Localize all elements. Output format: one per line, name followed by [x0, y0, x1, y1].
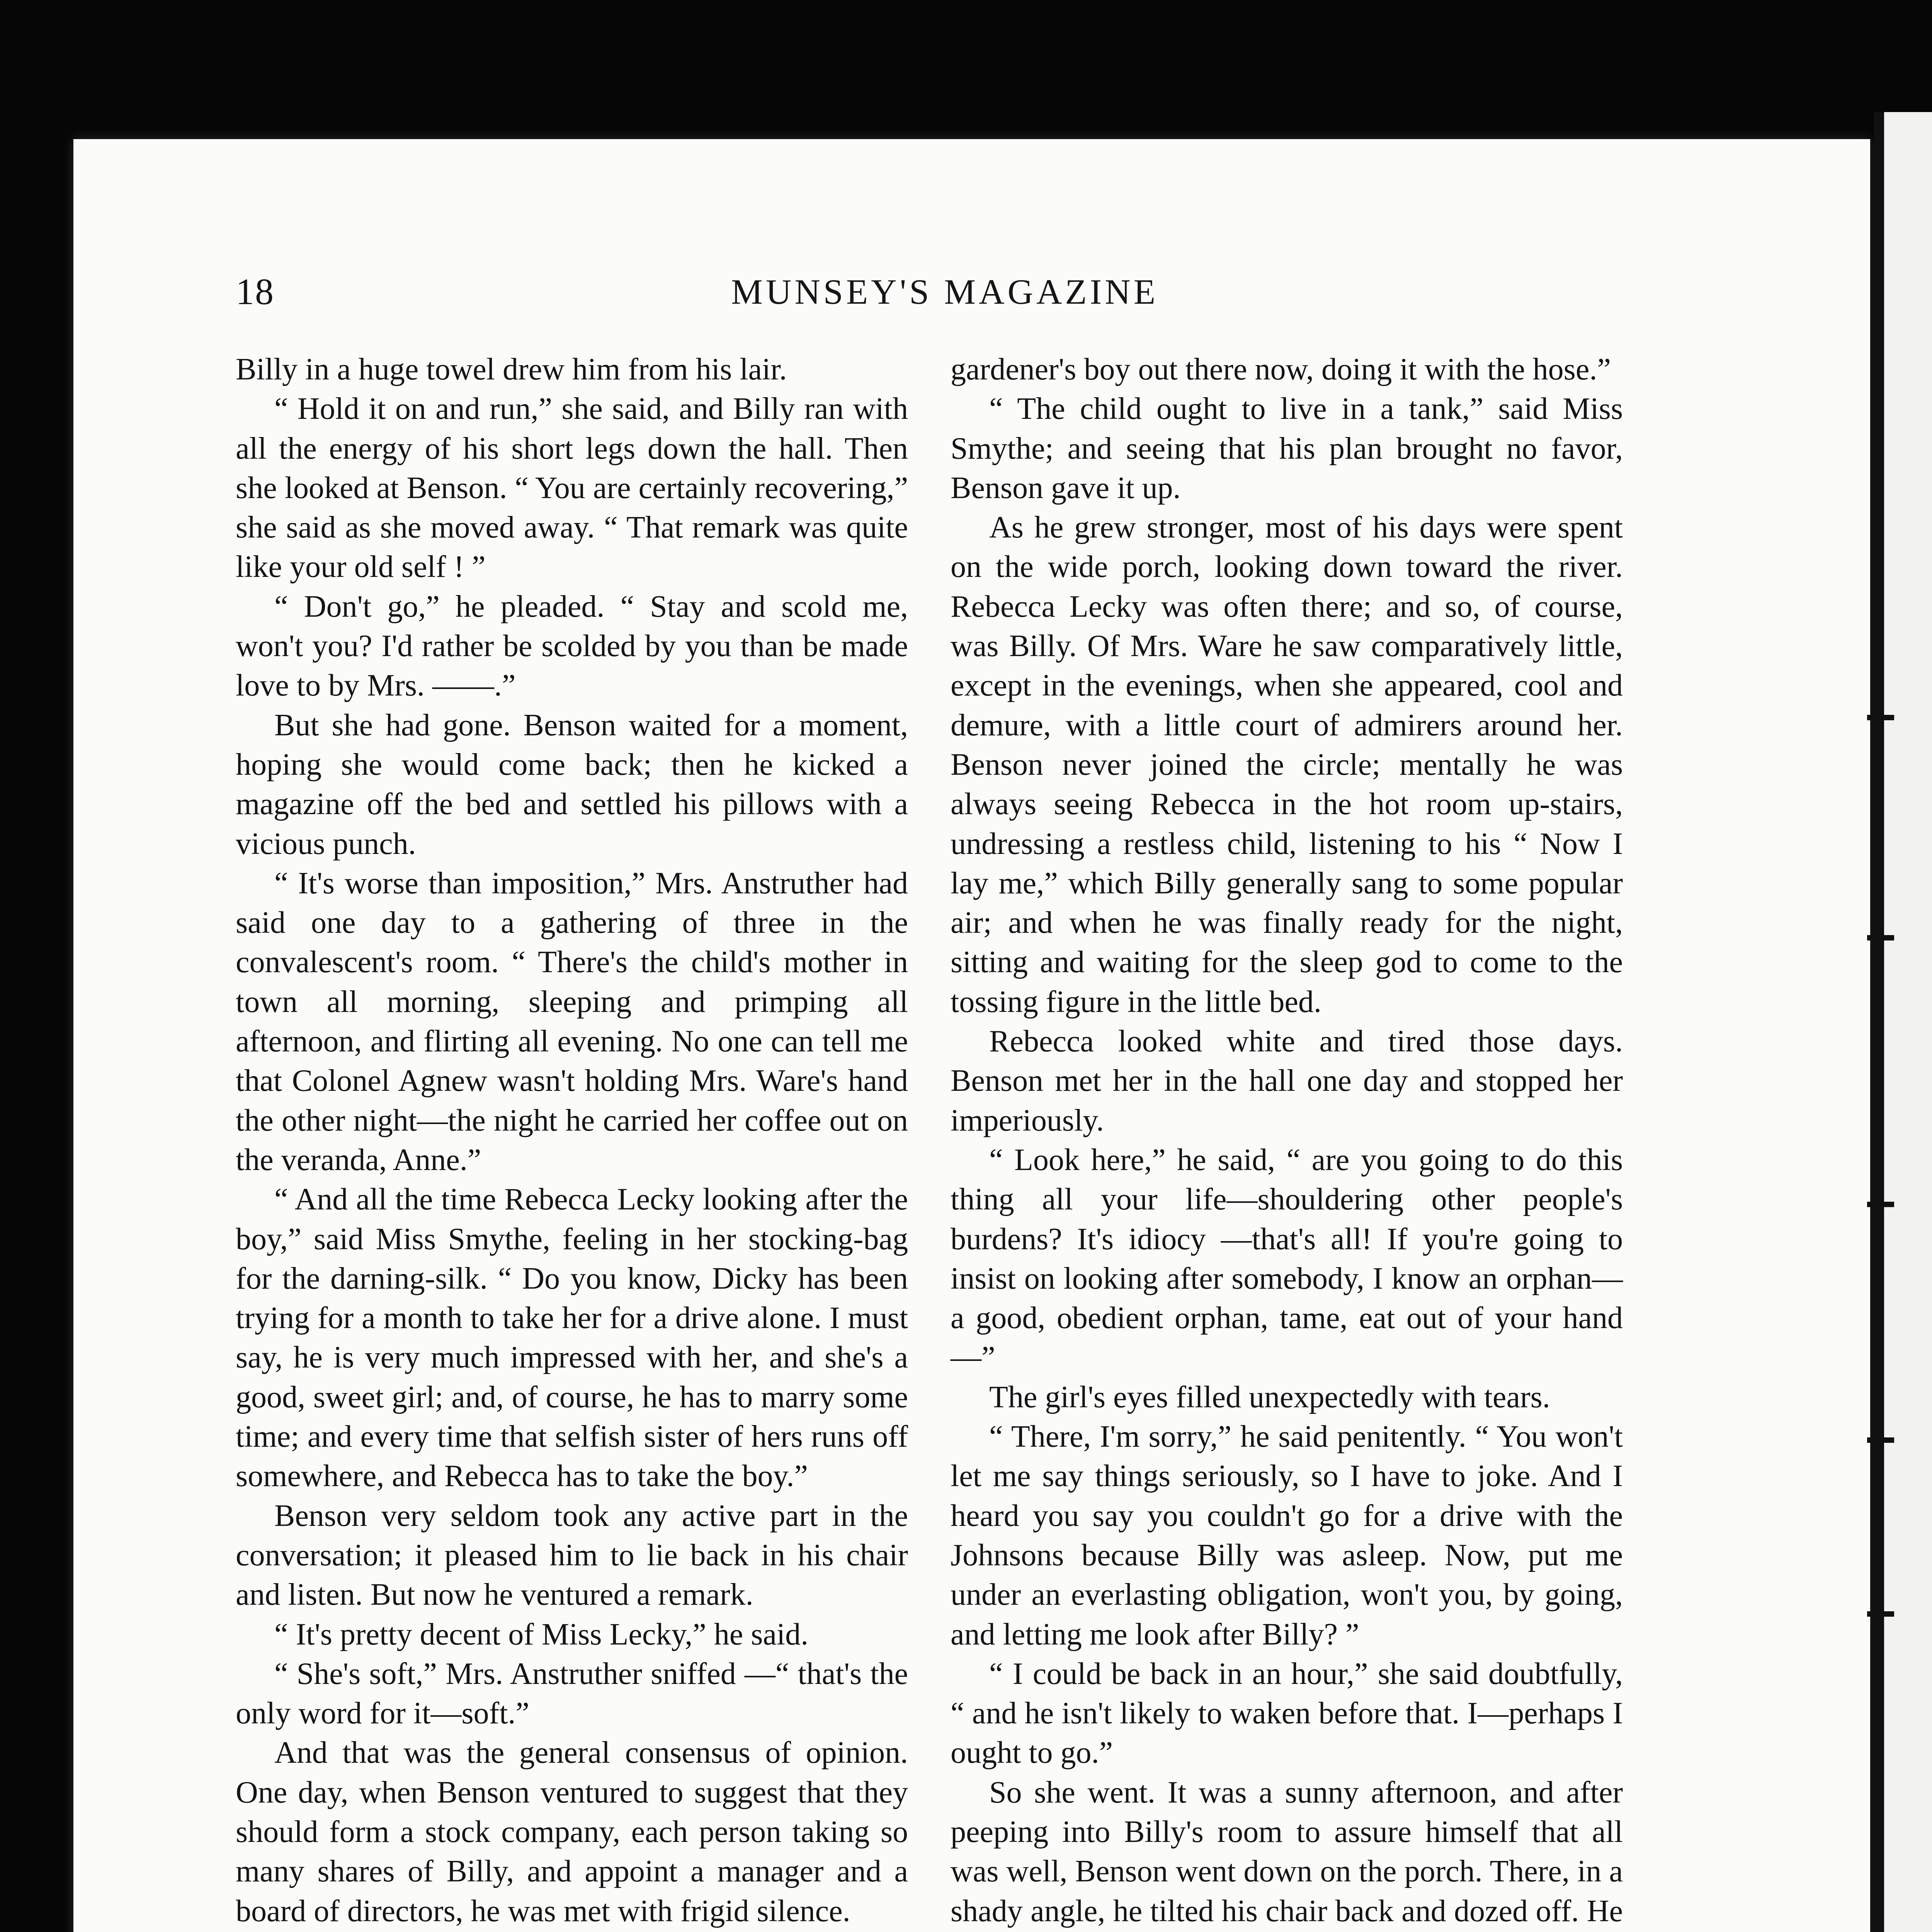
paragraph: “ There, I'm sorry,” he said penitently. “ You won't let me say things seriously, so I have to joke. And I heard you say you couldn't go for a drive with the Johnsons because Billy was asleep. Now, put me under an everlasting obligation, won't you, by going, and letting me look after Billy? ”: [951, 1420, 1623, 1651]
adjacent-page-edge: [1874, 112, 1932, 1932]
page-edge-mark: [1867, 715, 1894, 720]
page-edge-mark: [1867, 1611, 1894, 1617]
page-header: [236, 270, 1627, 317]
paragraph: Billy in a huge towel drew him from his lair.: [236, 352, 787, 386]
paragraph: “ She's soft,” Mrs. Anstruther sniffed —“ that's the only word for it—soft.”: [236, 1656, 908, 1731]
paragraph: As he grew stronger, most of his days were spent on the wide porch, looking down toward the river. Rebecca Lecky was often there; and so, of course, was Billy. Of Mrs. Ware he saw comparatively little, except in the evenings, when she appeared, cool and demure, with a little court of admirers around her. Benson never joined the circle; mentally he was always seeing Rebecca in the hot room up-stairs, undressing a restless child, listening to his “ Now I lay me,” which Billy generally sang to some popular air; and when he was finally ready for the night, sitting and waiting for the sleep god to come to the tossing figure in the little bed.: [951, 510, 1623, 1019]
paragraph: Benson very seldom took any active part in the conversation; it pleased him to lie back in his chair and listen. But now he ventured a remark.: [236, 1498, 908, 1612]
text-column-right: [951, 350, 1623, 1932]
page-edge-mark: [1867, 935, 1894, 940]
paragraph: “ The child ought to live in a tank,” said Miss Smythe; and seeing that his plan brought no favor, Benson gave it up.: [951, 392, 1623, 505]
paragraph: “ Don't go,” he pleaded. “ Stay and scold me, won't you? I'd rather be scolded by you than be made love to by Mrs. ——.”: [236, 589, 908, 703]
paragraph: gardener's boy out there now, doing it with the hose.”: [951, 352, 1611, 386]
paragraph: “ It's worse than imposition,” Mrs. Anstruther had said one day to a gathering of three in the convalescent's room. “ There's the child's mother in town all morning, sleeping and primping all afternoon, and flirting all evening. No one can tell me that Colonel Agnew wasn't holding Mrs. Ware's hand the other night—the night he carried her coffee out on the veranda, Anne.”: [236, 866, 908, 1177]
paragraph: “ I could be back in an hour,” she said doubtfully, “ and he isn't likely to waken before that. I—perhaps I ought to go.”: [951, 1656, 1623, 1770]
page-edge-mark: [1867, 1437, 1894, 1443]
running-title: MUNSEY'S MAGAZINE: [731, 272, 1158, 311]
paragraph: The girl's eyes filled unexpectedly with tears.: [989, 1380, 1550, 1414]
text-column-left: [236, 350, 908, 1932]
paragraph: “ It's pretty decent of Miss Lecky,” he said.: [274, 1617, 809, 1651]
paragraph: “ Hold it on and run,” she said, and Billy ran with all the energy of his short legs down the hall. Then she looked at Benson. “ You are certainly recovering,” she said as she moved away. “ That remark was quite like your old self ! ”: [236, 392, 908, 584]
paragraph: But she had gone. Benson waited for a moment, hoping she would come back; then he kicked a magazine off the bed and settled his pillows with a vicious punch.: [236, 708, 908, 861]
paragraph: So she went. It was a sunny afternoon, and after peeping into Billy's room to assure himself that all was well, Benson went down on the porch. There, in a shady angle, he tilted his chair back and dozed off. He: [951, 1775, 1623, 1928]
paragraph: And that was the general consensus of opinion. One day, when Benson ventured to suggest that they should form a stock company, each person taking so many shares of Billy, and appoint a manager and a board of directors, he was met with frigid silence.: [236, 1736, 908, 1928]
paragraph: “ Look here,” he said, “ are you going to do this thing all your life—shouldering other people's burdens? It's idiocy —that's all! If you're going to insist on looking after somebody, I know an orphan—a good, obedient orphan, tame, eat out of your hand—”: [951, 1143, 1623, 1375]
page-edge-mark: [1867, 1202, 1894, 1207]
paragraph: Rebecca looked white and tired those days. Benson met her in the hall one day and stopped her imperiously.: [951, 1024, 1623, 1138]
paragraph: “ And all the time Rebecca Lecky looking after the boy,” said Miss Smythe, feeling in her stocking-bag for the darning-silk. “ Do you know, Dicky has been trying for a month to take her for a drive alone. I must say, he is very much impressed with her, and she's a good, sweet girl; and, of course, he has to marry some time; and every time that selfish sister of hers runs off somewhere, and Rebecca has to take the boy.”: [236, 1182, 908, 1493]
page-number: 18: [236, 271, 274, 312]
